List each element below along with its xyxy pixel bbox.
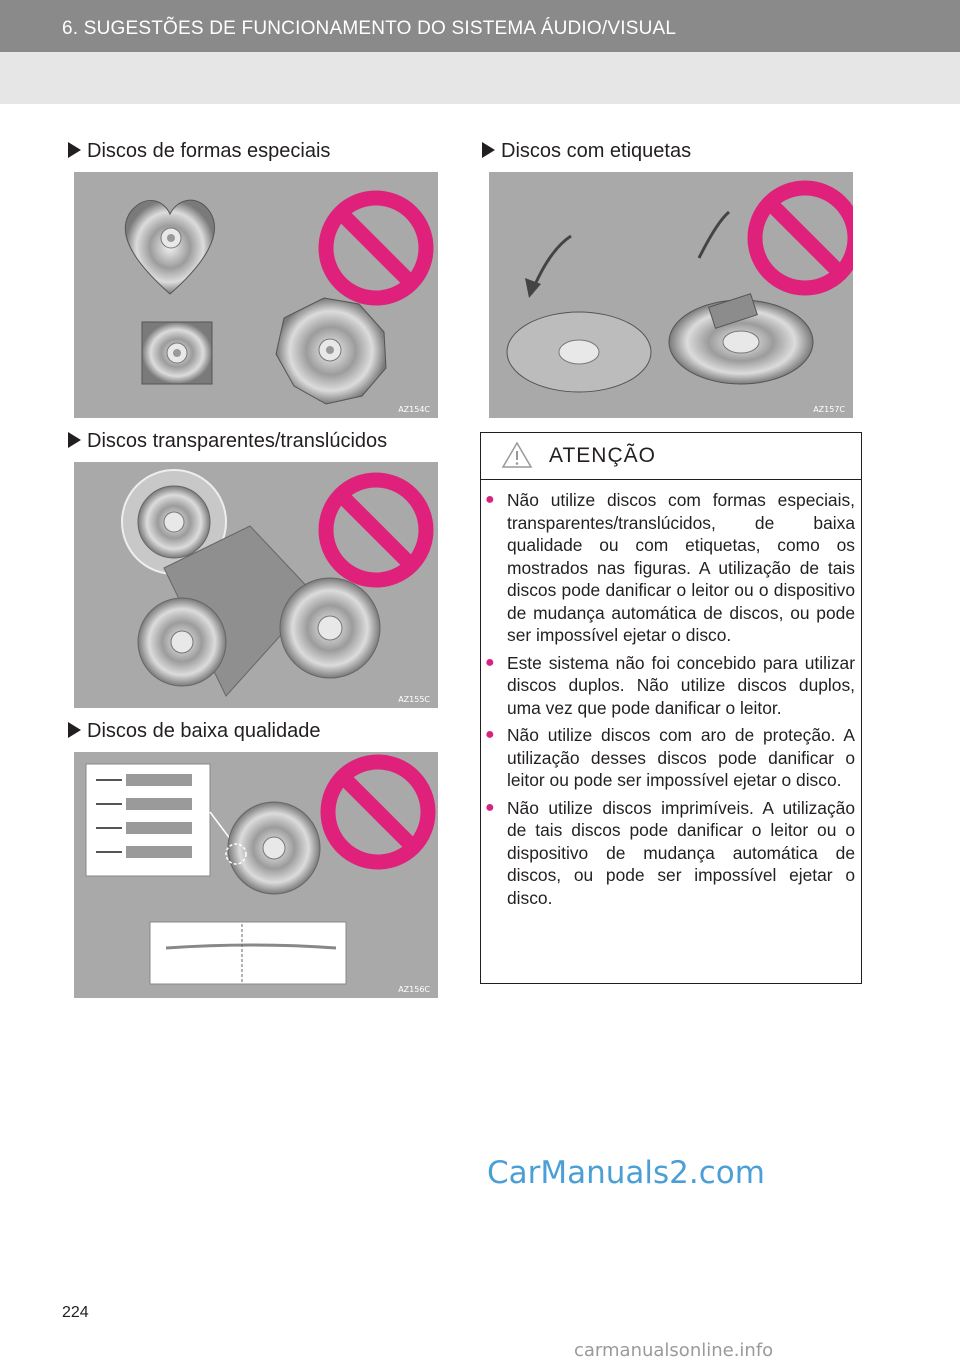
figure-special-shapes bbox=[74, 172, 438, 418]
bullet-icon: ● bbox=[485, 798, 495, 816]
arrow-icon bbox=[68, 432, 81, 448]
warning-list bbox=[485, 489, 855, 914]
prohibited-icon bbox=[326, 480, 426, 580]
header-bar bbox=[0, 0, 960, 52]
arrow-icon bbox=[482, 142, 495, 158]
figure-code: AZ156C bbox=[398, 985, 430, 994]
arrow-icon bbox=[68, 722, 81, 738]
figure-code: AZ157C bbox=[813, 405, 845, 414]
heading-transparent: Discos transparentes/translúcidos bbox=[68, 430, 387, 453]
figure-code: AZ155C bbox=[398, 695, 430, 704]
section-title: 6. SUGESTÕES DE FUNCIONAMENTO DO SISTEMA ÁUDIO/VISUAL bbox=[62, 18, 677, 39]
heading-labels: Discos com etiquetas bbox=[482, 140, 691, 163]
bullet-icon: ● bbox=[485, 726, 495, 743]
page-number: 224 bbox=[62, 1304, 89, 1321]
warning-item: ● Este sistema não foi concebido para utilizar discos duplos. Não utilize discos duplos, uma vez que pode danificar o leitor. bbox=[485, 652, 855, 718]
warning-triangle-icon bbox=[501, 441, 533, 469]
watermark[interactable]: CarManuals2.com bbox=[487, 1155, 765, 1191]
heading-low-quality: Discos de baixa qualidade bbox=[68, 720, 321, 743]
figure-transparent bbox=[74, 462, 438, 708]
figure-low-quality bbox=[74, 752, 438, 998]
warning-box bbox=[480, 432, 862, 984]
prohibited-icon bbox=[755, 188, 853, 288]
heading-special-shapes: Discos de formas especiais bbox=[68, 140, 330, 163]
footer-watermark: carmanualsonline.info bbox=[574, 1340, 774, 1361]
warning-item: ● Não utilize discos imprimíveis. A utilização de tais discos pode danificar o leitor ou o dispositivo de mudança automática de discos, ou pode ser impossível ejetar o disco. bbox=[485, 797, 855, 908]
bullet-icon: ● bbox=[485, 653, 495, 671]
warning-title: ATENÇÃO bbox=[549, 444, 656, 467]
warning-item: ● Não utilize discos com formas especiais, transparentes/translúcidos, de baixa qualidade ou com etiquetas, como os mostrados nas figuras. A utilização de tais discos pode danificar o leitor ou o dispositivo de mudança automática de discos, ou pode ser impossível ejetar o disco. bbox=[485, 490, 855, 645]
prohibited-icon bbox=[328, 762, 428, 862]
warning-header bbox=[481, 433, 861, 480]
bullet-icon: ● bbox=[485, 491, 495, 508]
prohibited-icon bbox=[326, 198, 426, 298]
arrow-icon bbox=[68, 142, 81, 158]
figure-code: AZ154C bbox=[398, 405, 430, 414]
warning-item: ● Não utilize discos com aro de proteção. A utilização desses discos pode danificar o leitor ou pode ser impossível ejetar o disco. bbox=[485, 725, 855, 790]
figure-labels bbox=[489, 172, 853, 418]
